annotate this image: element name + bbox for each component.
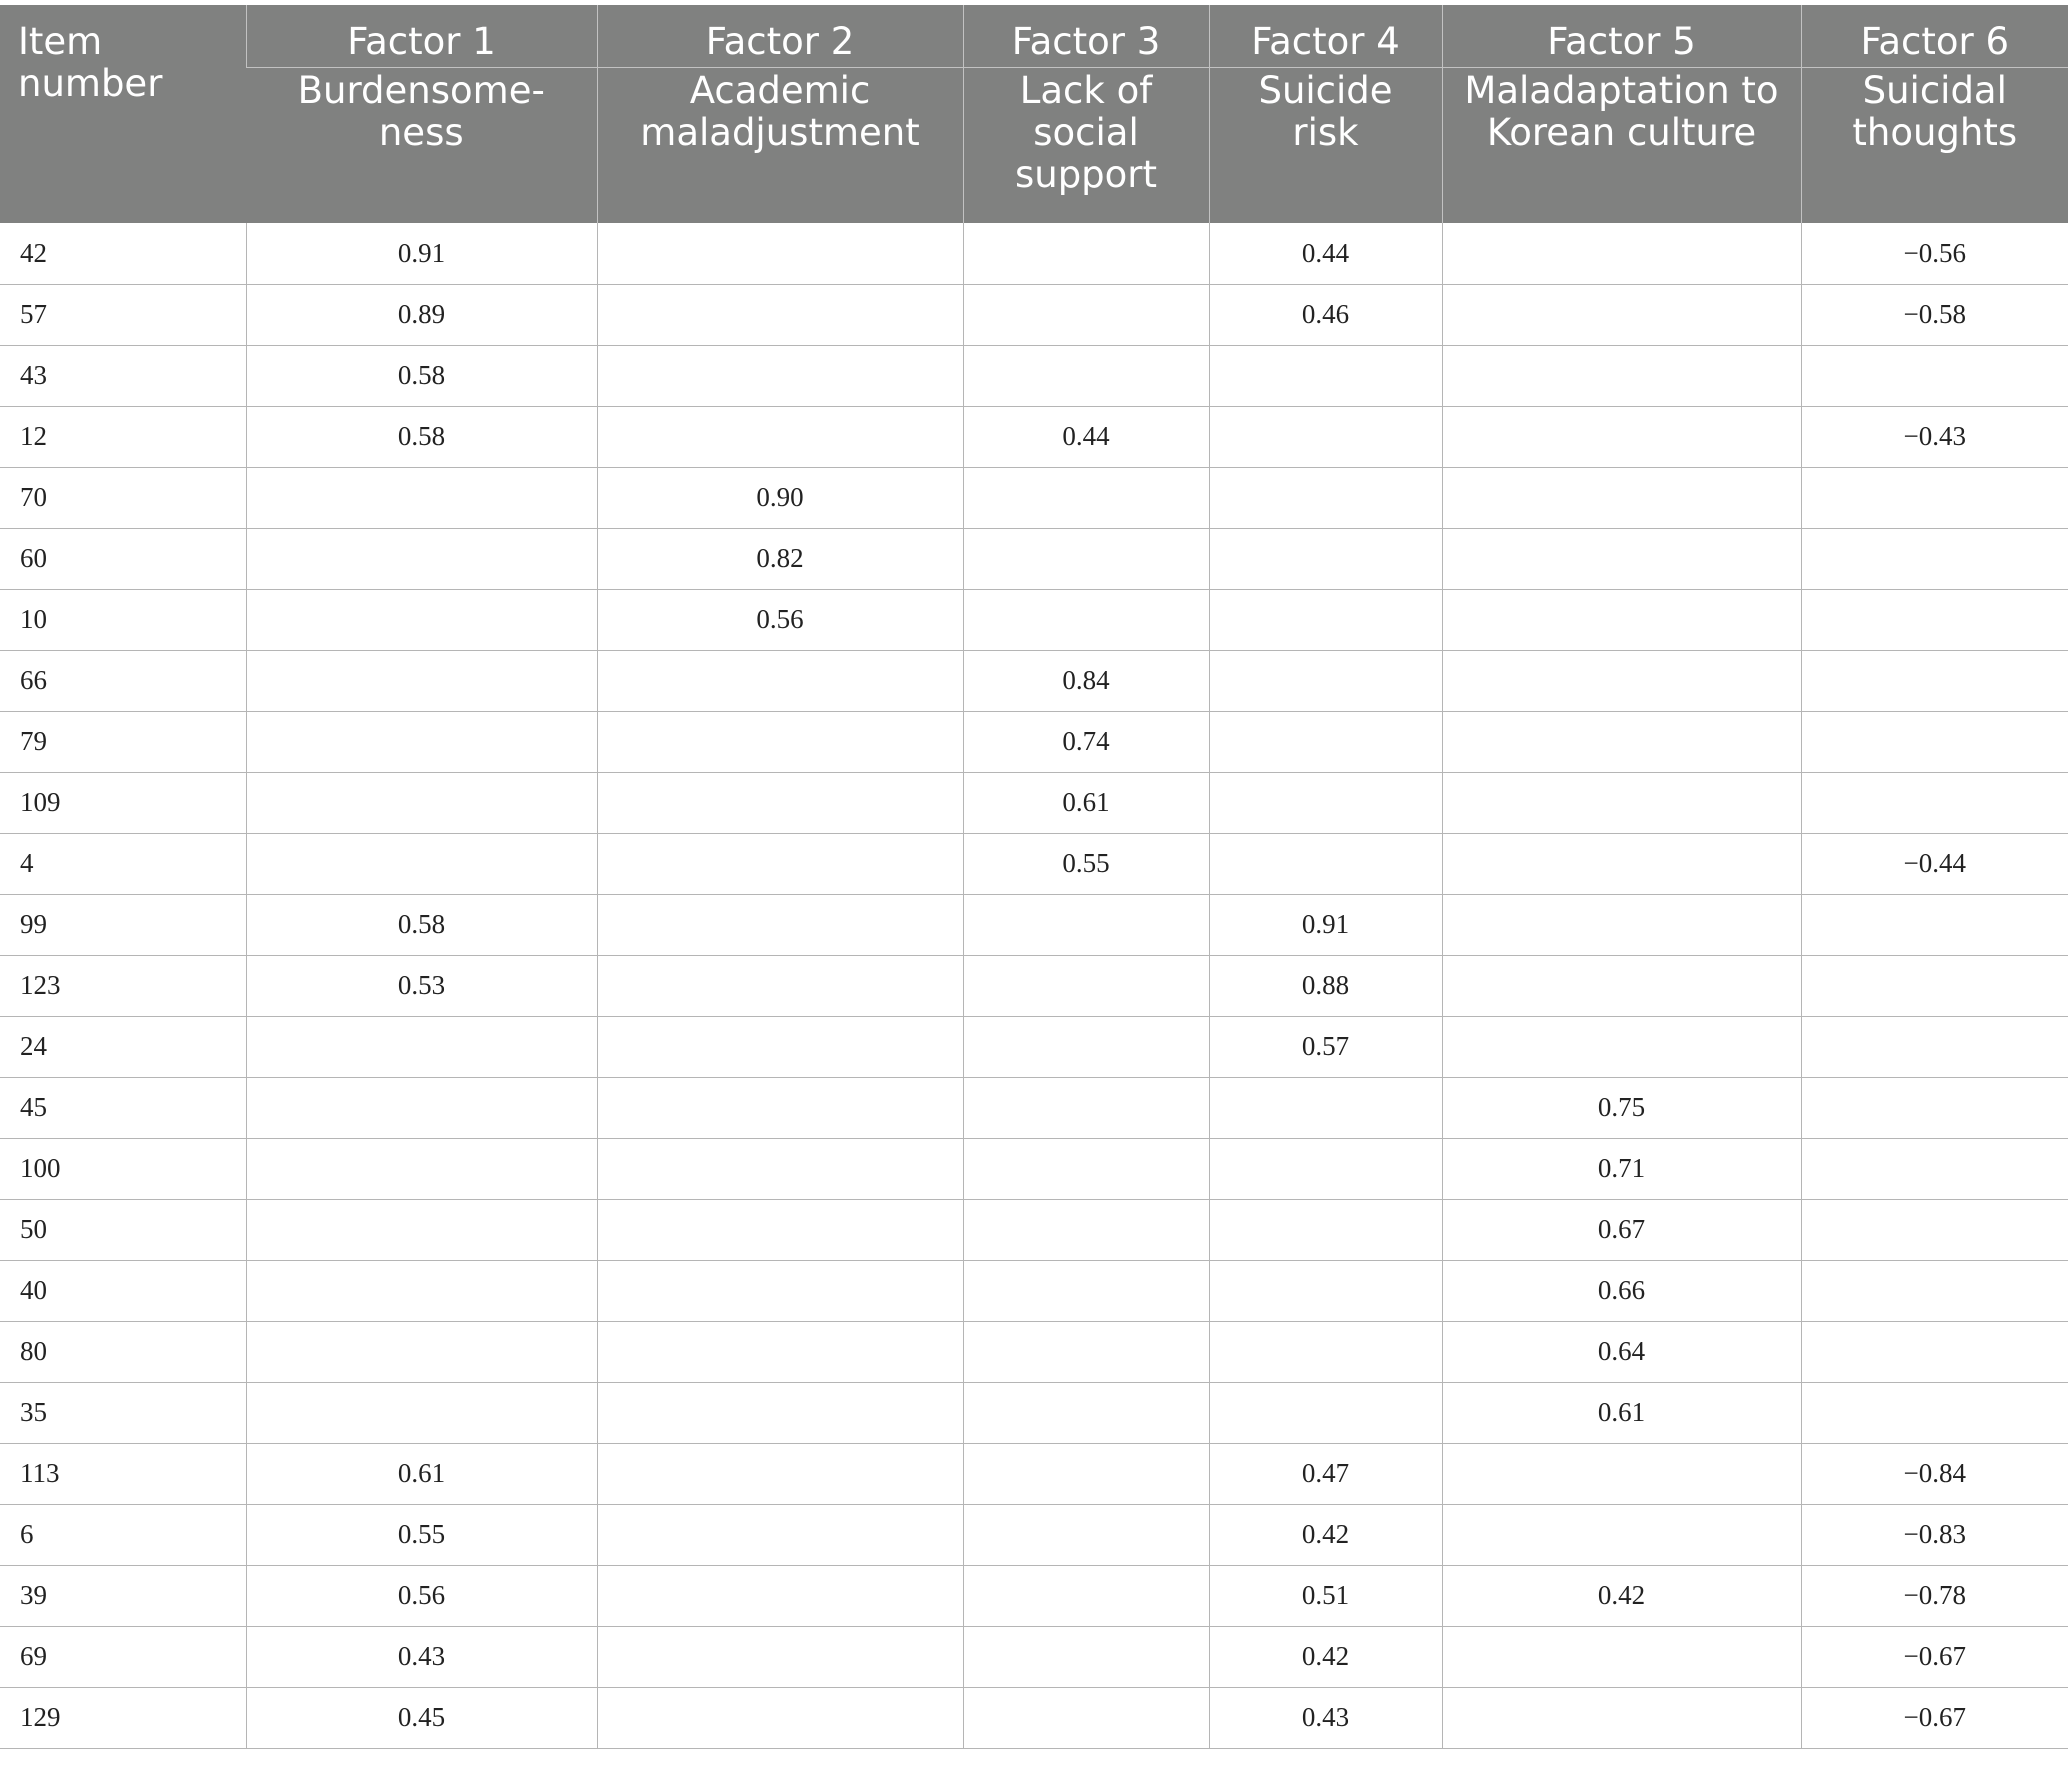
- factor-3-cell: [963, 589, 1209, 650]
- factor-6-cell: −0.67: [1801, 1626, 2068, 1687]
- factor-1-cell: [246, 1138, 597, 1199]
- header-name-suicide-risk: Suicide risk: [1209, 67, 1442, 223]
- factor-6-cell: −0.67: [1801, 1687, 2068, 1748]
- item-number-cell: 10: [0, 589, 246, 650]
- factor-5-cell: [1442, 589, 1801, 650]
- header-factor-4: Factor 4: [1209, 5, 1442, 67]
- factor-4-cell: 0.43: [1209, 1687, 1442, 1748]
- factor-6-cell: [1801, 589, 2068, 650]
- factor-3-cell: [963, 955, 1209, 1016]
- factor-5-cell: [1442, 833, 1801, 894]
- factor-5-cell: [1442, 1443, 1801, 1504]
- table-row: [0, 406, 2068, 467]
- factor-6-cell: −0.43: [1801, 406, 2068, 467]
- factor-6-cell: [1801, 1016, 2068, 1077]
- factor-1-cell: [246, 467, 597, 528]
- table-row: [0, 1077, 2068, 1138]
- table-row: [0, 589, 2068, 650]
- table-row: [0, 1687, 2068, 1748]
- table-row: [0, 650, 2068, 711]
- table-row: [0, 1321, 2068, 1382]
- header-factor-1: Factor 1: [246, 5, 597, 67]
- factor-2-cell: [597, 1443, 963, 1504]
- table-row: [0, 955, 2068, 1016]
- factor-2-cell: [597, 345, 963, 406]
- factor-6-cell: [1801, 1199, 2068, 1260]
- factor-3-cell: [963, 1382, 1209, 1443]
- factor-6-cell: [1801, 955, 2068, 1016]
- item-number-cell: 40: [0, 1260, 246, 1321]
- factor-6-cell: [1801, 467, 2068, 528]
- factor-2-cell: 0.56: [597, 589, 963, 650]
- factor-6-cell: −0.78: [1801, 1565, 2068, 1626]
- factor-5-cell: [1442, 772, 1801, 833]
- factor-2-cell: [597, 1321, 963, 1382]
- factor-1-cell: 0.45: [246, 1687, 597, 1748]
- factor-5-cell: [1442, 223, 1801, 284]
- factor-3-cell: [963, 1626, 1209, 1687]
- factor-6-cell: [1801, 894, 2068, 955]
- item-number-cell: 24: [0, 1016, 246, 1077]
- factor-4-cell: [1209, 1077, 1442, 1138]
- factor-1-cell: [246, 589, 597, 650]
- factor-2-cell: [597, 711, 963, 772]
- factor-5-cell: 0.64: [1442, 1321, 1801, 1382]
- table-row: [0, 223, 2068, 284]
- item-number-cell: 4: [0, 833, 246, 894]
- table-row: [0, 772, 2068, 833]
- factor-4-cell: [1209, 467, 1442, 528]
- factor-2-cell: [597, 772, 963, 833]
- item-number-cell: 109: [0, 772, 246, 833]
- factor-2-cell: [597, 1199, 963, 1260]
- factor-4-cell: [1209, 1138, 1442, 1199]
- factor-3-cell: [963, 284, 1209, 345]
- factor-4-cell: 0.51: [1209, 1565, 1442, 1626]
- factor-5-cell: [1442, 467, 1801, 528]
- factor-3-cell: [963, 345, 1209, 406]
- factor-2-cell: [597, 284, 963, 345]
- table-row: [0, 894, 2068, 955]
- item-number-cell: 60: [0, 528, 246, 589]
- item-number-cell: 43: [0, 345, 246, 406]
- factor-4-cell: [1209, 345, 1442, 406]
- table-header: [0, 5, 2068, 223]
- item-number-cell: 113: [0, 1443, 246, 1504]
- factor-5-cell: [1442, 528, 1801, 589]
- item-number-cell: 70: [0, 467, 246, 528]
- item-number-cell: 57: [0, 284, 246, 345]
- factor-5-cell: 0.67: [1442, 1199, 1801, 1260]
- factor-1-cell: [246, 1321, 597, 1382]
- factor-2-cell: [597, 1504, 963, 1565]
- table-row: [0, 284, 2068, 345]
- item-number-cell: 66: [0, 650, 246, 711]
- factor-3-cell: [963, 894, 1209, 955]
- table-row: [0, 528, 2068, 589]
- item-number-cell: 80: [0, 1321, 246, 1382]
- factor-4-cell: [1209, 1321, 1442, 1382]
- item-number-cell: 45: [0, 1077, 246, 1138]
- factor-4-cell: 0.91: [1209, 894, 1442, 955]
- factor-2-cell: [597, 1016, 963, 1077]
- factor-2-cell: [597, 1565, 963, 1626]
- factor-3-cell: [963, 223, 1209, 284]
- factor-4-cell: [1209, 1199, 1442, 1260]
- item-number-cell: 42: [0, 223, 246, 284]
- factor-6-cell: [1801, 1260, 2068, 1321]
- factor-4-cell: [1209, 711, 1442, 772]
- factor-2-cell: [597, 833, 963, 894]
- factor-2-cell: [597, 1077, 963, 1138]
- header-name-maladaptation: Maladaptation to Korean culture: [1442, 67, 1801, 223]
- factor-6-cell: [1801, 711, 2068, 772]
- factor-3-cell: [963, 1504, 1209, 1565]
- table-row: [0, 1443, 2068, 1504]
- header-factor-3: Factor 3: [963, 5, 1209, 67]
- table-row: [0, 467, 2068, 528]
- factor-6-cell: [1801, 1138, 2068, 1199]
- table-row: [0, 711, 2068, 772]
- factor-5-cell: [1442, 955, 1801, 1016]
- factor-1-cell: [246, 1382, 597, 1443]
- factor-6-cell: −0.84: [1801, 1443, 2068, 1504]
- item-number-cell: 129: [0, 1687, 246, 1748]
- factor-2-cell: [597, 1260, 963, 1321]
- factor-2-cell: [597, 1382, 963, 1443]
- factor-1-cell: [246, 833, 597, 894]
- factor-3-cell: [963, 467, 1209, 528]
- factor-2-cell: [597, 894, 963, 955]
- factor-3-cell: [963, 1687, 1209, 1748]
- factor-1-cell: 0.89: [246, 284, 597, 345]
- factor-5-cell: [1442, 406, 1801, 467]
- factor-5-cell: [1442, 284, 1801, 345]
- header-factor-2: Factor 2: [597, 5, 963, 67]
- factor-6-cell: −0.83: [1801, 1504, 2068, 1565]
- header-row-factors: [0, 5, 2068, 67]
- header-row-names: [0, 67, 2068, 223]
- factor-2-cell: 0.90: [597, 467, 963, 528]
- factor-2-cell: [597, 406, 963, 467]
- factor-loadings-table: [0, 5, 2068, 1749]
- factor-4-cell: [1209, 650, 1442, 711]
- factor-1-cell: [246, 1016, 597, 1077]
- factor-6-cell: −0.56: [1801, 223, 2068, 284]
- factor-6-cell: [1801, 772, 2068, 833]
- item-number-cell: 99: [0, 894, 246, 955]
- item-number-cell: 39: [0, 1565, 246, 1626]
- factor-4-cell: [1209, 833, 1442, 894]
- factor-3-cell: 0.61: [963, 772, 1209, 833]
- factor-2-cell: 0.82: [597, 528, 963, 589]
- header-item-number: Item number: [0, 5, 246, 223]
- factor-4-cell: [1209, 772, 1442, 833]
- factor-2-cell: [597, 955, 963, 1016]
- table-body: [0, 223, 2068, 1748]
- table-row: [0, 1260, 2068, 1321]
- item-number-cell: 50: [0, 1199, 246, 1260]
- factor-3-cell: [963, 1565, 1209, 1626]
- factor-3-cell: 0.74: [963, 711, 1209, 772]
- item-number-cell: 69: [0, 1626, 246, 1687]
- item-number-cell: 35: [0, 1382, 246, 1443]
- factor-3-cell: [963, 1260, 1209, 1321]
- factor-2-cell: [597, 1687, 963, 1748]
- header-name-academic-maladjustment: Academic maladjustment: [597, 67, 963, 223]
- factor-6-cell: [1801, 1077, 2068, 1138]
- factor-4-cell: [1209, 589, 1442, 650]
- factor-6-cell: [1801, 345, 2068, 406]
- factor-1-cell: [246, 528, 597, 589]
- factor-6-cell: −0.44: [1801, 833, 2068, 894]
- header-name-lack-of-social-support: Lack of social support: [963, 67, 1209, 223]
- factor-1-cell: 0.43: [246, 1626, 597, 1687]
- factor-1-cell: 0.53: [246, 955, 597, 1016]
- item-number-cell: 123: [0, 955, 246, 1016]
- factor-4-cell: 0.57: [1209, 1016, 1442, 1077]
- factor-1-cell: 0.55: [246, 1504, 597, 1565]
- table-row: [0, 1565, 2068, 1626]
- factor-1-cell: [246, 650, 597, 711]
- factor-4-cell: [1209, 406, 1442, 467]
- factor-2-cell: [597, 1138, 963, 1199]
- item-number-cell: 6: [0, 1504, 246, 1565]
- factor-6-cell: −0.58: [1801, 284, 2068, 345]
- factor-2-cell: [597, 223, 963, 284]
- factor-5-cell: 0.42: [1442, 1565, 1801, 1626]
- factor-1-cell: 0.58: [246, 406, 597, 467]
- factor-5-cell: [1442, 711, 1801, 772]
- item-number-cell: 100: [0, 1138, 246, 1199]
- factor-3-cell: [963, 1138, 1209, 1199]
- factor-1-cell: 0.56: [246, 1565, 597, 1626]
- factor-5-cell: 0.71: [1442, 1138, 1801, 1199]
- factor-6-cell: [1801, 650, 2068, 711]
- table-row: [0, 1016, 2068, 1077]
- header-name-burdensomeness: Burdensome-ness: [246, 67, 597, 223]
- factor-5-cell: [1442, 1016, 1801, 1077]
- factor-1-cell: [246, 711, 597, 772]
- factor-4-cell: [1209, 1382, 1442, 1443]
- factor-1-cell: [246, 1260, 597, 1321]
- factor-5-cell: 0.61: [1442, 1382, 1801, 1443]
- factor-1-cell: [246, 1199, 597, 1260]
- factor-4-cell: [1209, 528, 1442, 589]
- factor-5-cell: [1442, 894, 1801, 955]
- factor-1-cell: [246, 1077, 597, 1138]
- item-number-cell: 12: [0, 406, 246, 467]
- factor-5-cell: [1442, 345, 1801, 406]
- factor-3-cell: [963, 528, 1209, 589]
- item-number-cell: 79: [0, 711, 246, 772]
- factor-2-cell: [597, 1626, 963, 1687]
- table-row: [0, 1138, 2068, 1199]
- factor-4-cell: [1209, 1260, 1442, 1321]
- factor-2-cell: [597, 650, 963, 711]
- table-row: [0, 1382, 2068, 1443]
- factor-4-cell: 0.46: [1209, 284, 1442, 345]
- header-factor-6: Factor 6: [1801, 5, 2068, 67]
- factor-4-cell: 0.42: [1209, 1626, 1442, 1687]
- factor-4-cell: 0.42: [1209, 1504, 1442, 1565]
- factor-3-cell: 0.55: [963, 833, 1209, 894]
- factor-3-cell: 0.44: [963, 406, 1209, 467]
- factor-5-cell: [1442, 1504, 1801, 1565]
- factor-4-cell: 0.44: [1209, 223, 1442, 284]
- factor-5-cell: 0.75: [1442, 1077, 1801, 1138]
- factor-5-cell: 0.66: [1442, 1260, 1801, 1321]
- factor-4-cell: 0.47: [1209, 1443, 1442, 1504]
- table-row: [0, 1199, 2068, 1260]
- factor-3-cell: [963, 1077, 1209, 1138]
- factor-5-cell: [1442, 1626, 1801, 1687]
- factor-6-cell: [1801, 1321, 2068, 1382]
- table-row: [0, 1504, 2068, 1565]
- factor-3-cell: [963, 1321, 1209, 1382]
- factor-6-cell: [1801, 528, 2068, 589]
- table-row: [0, 1626, 2068, 1687]
- factor-5-cell: [1442, 650, 1801, 711]
- factor-3-cell: [963, 1199, 1209, 1260]
- factor-3-cell: [963, 1443, 1209, 1504]
- table-row: [0, 345, 2068, 406]
- factor-1-cell: [246, 772, 597, 833]
- factor-4-cell: 0.88: [1209, 955, 1442, 1016]
- header-name-suicidal-thoughts: Suicidal thoughts: [1801, 67, 2068, 223]
- factor-3-cell: 0.84: [963, 650, 1209, 711]
- table-row: [0, 833, 2068, 894]
- factor-5-cell: [1442, 1687, 1801, 1748]
- factor-6-cell: [1801, 1382, 2068, 1443]
- factor-1-cell: 0.58: [246, 894, 597, 955]
- header-factor-5: Factor 5: [1442, 5, 1801, 67]
- factor-3-cell: [963, 1016, 1209, 1077]
- factor-1-cell: 0.58: [246, 345, 597, 406]
- factor-1-cell: 0.91: [246, 223, 597, 284]
- factor-1-cell: 0.61: [246, 1443, 597, 1504]
